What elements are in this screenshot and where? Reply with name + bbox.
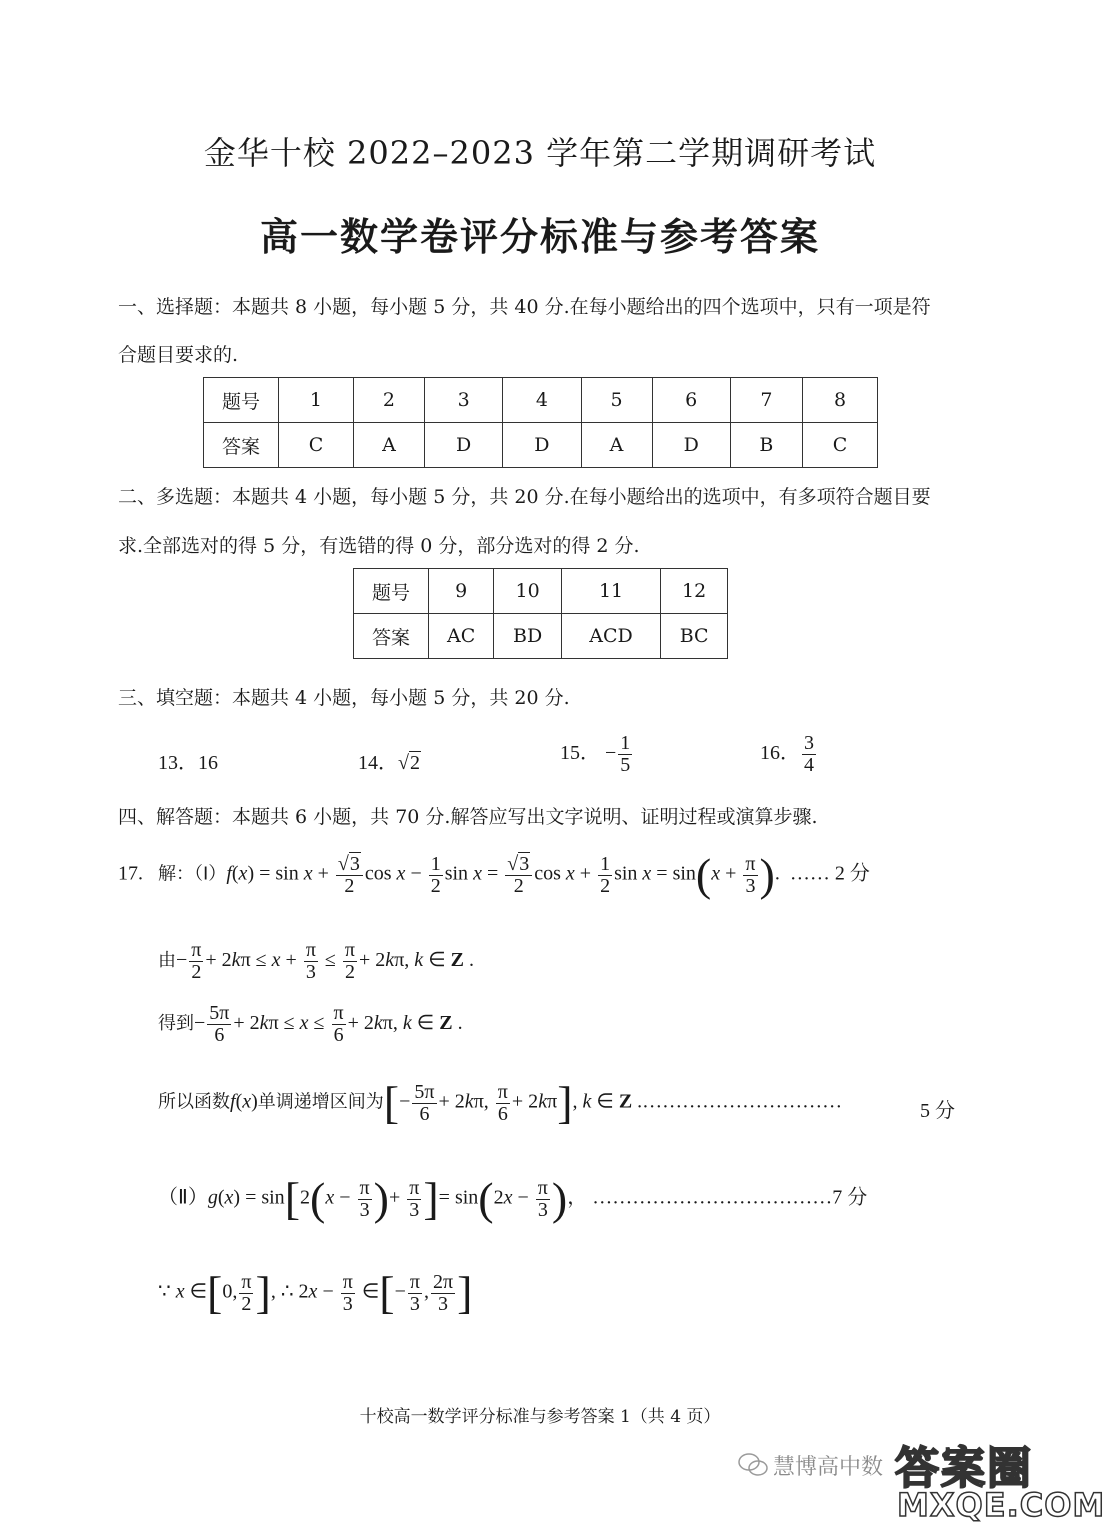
- section2-heading-cont: 求.全部选对的得 5 分，有选错的得 0 分，部分选对的得 2 分.: [118, 535, 640, 557]
- section1-heading: 一、选择题：本题共 8 小题，每小题 5 分，共 40 分.在每小题给出的四个选项中，只有一项是符: [118, 296, 931, 318]
- score-marker: 5 分: [920, 1100, 955, 1122]
- answer-cell: AC: [429, 614, 494, 659]
- q17-inequality-1: 由− $\frac{\pi}{2}$ + 2kπ ≤ x + $\frac{\pi}{3}$ ≤ $\frac{\pi}{2}$ + 2kπ, k ∈ Z .: [158, 939, 474, 983]
- question-number-cell: 9: [429, 569, 494, 614]
- question-number-cell: 10: [494, 569, 561, 614]
- answer-13: 13．16: [158, 752, 218, 774]
- exam-title: 金华十校 2022–2023 学年第二学期调研考试: [203, 134, 877, 172]
- section1-heading-cont: 合题目要求的.: [118, 344, 239, 366]
- answer-cell: D: [503, 423, 581, 468]
- question-number-cell: 7: [730, 378, 802, 423]
- question-number: 17.: [118, 862, 143, 885]
- page-footer: 十校高一数学评分标准与参考答案 1（共 4 页）: [359, 1407, 721, 1427]
- question-number-cell: 1: [279, 378, 354, 423]
- answer-cell: ACD: [561, 614, 660, 659]
- row-label-answer: 答案: [204, 423, 279, 468]
- section3-heading: 三、填空题：本题共 4 小题，每小题 5 分，共 20 分.: [118, 687, 570, 709]
- q17-part1-formula: 17. 解：（Ⅰ）f(x) = sin x + $\frac{√3}{2}$ cos x − $\frac{1}{2}$ sin x = $\frac{√3}{2}$ cos x + $\frac{1}{2}$ sin x = sin(x + $\frac{\pi}{3}$ ). …… 2 分: [118, 849, 870, 900]
- answer-cell: BD: [494, 614, 561, 659]
- site-logo-text: 答案圈: [895, 1443, 1033, 1494]
- answer-cell: D: [652, 423, 730, 468]
- document-subtitle: 高一数学卷评分标准与参考答案: [259, 214, 820, 259]
- score-marker: …… 2 分: [789, 862, 870, 885]
- row-label-question: 题号: [354, 569, 429, 614]
- question-number-cell: 6: [652, 378, 730, 423]
- q17-part2-formula: （Ⅱ）g(x) = sin[2(x − $\frac{\pi}{3}$ )+ $\frac{\pi}{3}$ ]= sin(2x − $\frac{\pi}{3}$ )， ………………………………7 分: [158, 1173, 868, 1224]
- q17-increasing-interval: 所以函数f(x)单调递增区间为[− $\frac{5\pi}{6}$ + 2kπ, $\frac{\pi}{6}$ + 2kπ], k ∈ Z .…………………………: [158, 1077, 843, 1128]
- answer-cell: A: [353, 423, 424, 468]
- question-number-cell: 11: [561, 569, 660, 614]
- site-url: MXQE.COM: [897, 1486, 1105, 1524]
- answer-cell: C: [279, 423, 354, 468]
- section2-heading: 二、多选题：本题共 4 小题，每小题 5 分，共 20 分.在每小题给出的选项中，有多项符合题目要: [118, 486, 931, 508]
- answer-cell: C: [802, 423, 877, 468]
- watermark: [735, 1432, 1105, 1526]
- answer-14: 14．√2: [358, 752, 420, 774]
- row-label-answer: 答案: [354, 614, 429, 659]
- question-number-cell: 8: [802, 378, 877, 423]
- section1-answer-table: [203, 377, 878, 468]
- section4-heading: 四、解答题：本题共 6 小题，共 70 分.解答应写出文字说明、证明过程或演算步骤.: [118, 806, 818, 828]
- question-number-cell: 12: [661, 569, 728, 614]
- answer-cell: BC: [661, 614, 728, 659]
- question-number-cell: 3: [424, 378, 502, 423]
- answer-16: 16． $\frac{3}{4}$: [760, 732, 814, 776]
- row-label-question: 题号: [204, 378, 279, 423]
- answer-15: 15． − $\frac{1}{5}$: [560, 732, 631, 776]
- answer-cell: B: [730, 423, 802, 468]
- question-number-cell: 4: [503, 378, 581, 423]
- q17-range-step: ∵ x ∈[0, $\frac{\pi}{2}$ ], ∴ 2x − $\frac{\pi}{3}$ ∈[− $\frac{\pi}{3}$ , $\frac{2\pi}{3}$ ]: [158, 1267, 473, 1318]
- wechat-account-name: 慧博高中数: [773, 1455, 884, 1480]
- question-number-cell: 5: [581, 378, 652, 423]
- answer-cell: D: [424, 423, 502, 468]
- answer-cell: A: [581, 423, 652, 468]
- question-number-cell: 2: [353, 378, 424, 423]
- q17-inequality-2: 得到− $\frac{5\pi}{6}$ + 2kπ ≤ x ≤ $\frac{\pi}{6}$ + 2kπ, k ∈ Z .: [158, 1002, 463, 1046]
- section2-answer-table: [353, 568, 728, 659]
